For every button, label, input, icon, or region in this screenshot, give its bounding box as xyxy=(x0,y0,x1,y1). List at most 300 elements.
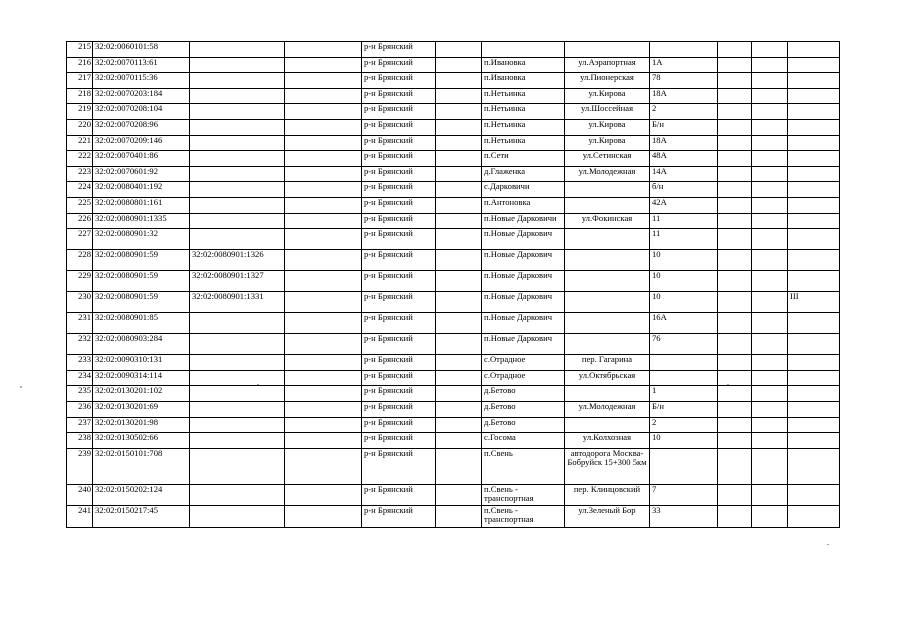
table-cell xyxy=(190,182,285,198)
table-cell: д.Бетово xyxy=(482,401,565,417)
table-cell xyxy=(285,182,362,198)
table-row xyxy=(67,166,840,182)
table-cell: 10 xyxy=(650,250,718,271)
table-cell: 32:02:0080901:85 xyxy=(93,313,190,334)
table-cell: 235 xyxy=(67,386,93,402)
table-cell xyxy=(436,355,482,371)
table-cell: п.Свень - транспортная xyxy=(482,505,565,527)
table-cell: 225 xyxy=(67,197,93,213)
table-cell: п.Свень - транспортная xyxy=(482,484,565,505)
table-cell xyxy=(788,197,840,213)
table-cell: 32:02:0150101:708 xyxy=(93,448,190,484)
table-row xyxy=(67,433,840,449)
table-cell xyxy=(285,448,362,484)
table-cell: 32:02:0080901:59 xyxy=(93,250,190,271)
table-cell xyxy=(190,197,285,213)
table-cell xyxy=(190,313,285,334)
table-cell: ул.Сетинская xyxy=(565,151,650,167)
table-cell xyxy=(565,386,650,402)
table-cell xyxy=(436,119,482,135)
table-cell xyxy=(788,355,840,371)
table-cell: 219 xyxy=(67,104,93,120)
table-cell: 32:02:0150202:124 xyxy=(93,484,190,505)
table-cell: р-н Брянский xyxy=(362,433,436,449)
table-cell xyxy=(788,386,840,402)
table-cell: 221 xyxy=(67,135,93,151)
table-cell xyxy=(190,448,285,484)
table-cell: р-н Брянский xyxy=(362,334,436,355)
stray-mark: , xyxy=(257,378,259,387)
table-cell xyxy=(718,119,752,135)
table-cell xyxy=(436,250,482,271)
table-row xyxy=(67,197,840,213)
table-cell xyxy=(285,355,362,371)
table-cell xyxy=(718,42,752,58)
table-cell: р-н Брянский xyxy=(362,73,436,89)
table-cell: р-н Брянский xyxy=(362,166,436,182)
table-cell: р-н Брянский xyxy=(362,386,436,402)
table-cell xyxy=(436,433,482,449)
table-cell: п.Новые Даркович xyxy=(482,271,565,292)
table-cell xyxy=(752,166,788,182)
table-cell xyxy=(752,334,788,355)
table-cell xyxy=(190,334,285,355)
table-cell xyxy=(718,166,752,182)
table-cell xyxy=(788,182,840,198)
table-cell xyxy=(788,250,840,271)
table-cell: 32:02:0080901:32 xyxy=(93,229,190,250)
table-cell: 32:02:0080903:284 xyxy=(93,334,190,355)
table-cell: 32:02:0090310:131 xyxy=(93,355,190,371)
table-cell xyxy=(718,417,752,433)
table-cell xyxy=(190,73,285,89)
table-cell xyxy=(718,433,752,449)
table-cell: 11 xyxy=(650,229,718,250)
table-row xyxy=(67,182,840,198)
table-cell xyxy=(190,433,285,449)
table-cell xyxy=(285,401,362,417)
table-cell xyxy=(565,271,650,292)
table-cell: 32:02:0090314:114 xyxy=(93,370,190,386)
table-cell xyxy=(436,151,482,167)
table-cell xyxy=(436,484,482,505)
table-cell: 32:02:0070203:184 xyxy=(93,88,190,104)
table-cell: 228 xyxy=(67,250,93,271)
table-cell: ул.Аэрапортная xyxy=(565,57,650,73)
table-cell: п.Новые Дарковичи xyxy=(482,213,565,229)
table-cell: ул.Колхозная xyxy=(565,433,650,449)
table-cell: 32:02:0080901:59 xyxy=(93,292,190,313)
table-cell: 240 xyxy=(67,484,93,505)
table-cell xyxy=(650,355,718,371)
table-cell: п.Свень xyxy=(482,448,565,484)
table-cell: 14А xyxy=(650,166,718,182)
table-cell xyxy=(285,417,362,433)
table-cell: 32:02:0070208:96 xyxy=(93,119,190,135)
table-cell xyxy=(436,401,482,417)
table-cell: 42А xyxy=(650,197,718,213)
table-cell: р-н Брянский xyxy=(362,151,436,167)
table-cell xyxy=(752,250,788,271)
table-cell xyxy=(190,417,285,433)
table-cell: р-н Брянский xyxy=(362,355,436,371)
table-cell xyxy=(718,73,752,89)
table-cell xyxy=(752,104,788,120)
table-cell: 2 xyxy=(650,104,718,120)
table-cell: 233 xyxy=(67,355,93,371)
table-cell: ул.Кирова xyxy=(565,88,650,104)
table-cell: 226 xyxy=(67,213,93,229)
table-cell xyxy=(565,182,650,198)
table-cell xyxy=(718,104,752,120)
table-cell: 10 xyxy=(650,292,718,313)
table-cell xyxy=(752,119,788,135)
table-row xyxy=(67,271,840,292)
table-cell xyxy=(436,229,482,250)
table-cell: 234 xyxy=(67,370,93,386)
table-cell: 10 xyxy=(650,271,718,292)
table-cell: 222 xyxy=(67,151,93,167)
table-cell: р-н Брянский xyxy=(362,271,436,292)
table-cell xyxy=(190,135,285,151)
table-cell: 239 xyxy=(67,448,93,484)
table-cell: 33 xyxy=(650,505,718,527)
table-cell xyxy=(788,271,840,292)
table-row xyxy=(67,505,840,527)
table-cell xyxy=(436,166,482,182)
table-cell: 231 xyxy=(67,313,93,334)
table-cell xyxy=(436,292,482,313)
table-cell: р-н Брянский xyxy=(362,484,436,505)
table-cell: 10 xyxy=(650,433,718,449)
table-row xyxy=(67,213,840,229)
table-row xyxy=(67,313,840,334)
table-cell: р-н Брянский xyxy=(362,104,436,120)
table-cell xyxy=(788,42,840,58)
table-cell xyxy=(436,213,482,229)
table-cell xyxy=(436,386,482,402)
table-cell: пер. Гагарина xyxy=(565,355,650,371)
table-cell: п.Нетьинка xyxy=(482,88,565,104)
table-cell: 216 xyxy=(67,57,93,73)
table-cell xyxy=(565,313,650,334)
table-cell: с.Дарковичи xyxy=(482,182,565,198)
table-cell xyxy=(752,213,788,229)
table-cell xyxy=(436,448,482,484)
table-cell xyxy=(718,213,752,229)
table-cell xyxy=(285,386,362,402)
table-cell xyxy=(565,42,650,58)
table-cell: 78 xyxy=(650,73,718,89)
table-cell: 223 xyxy=(67,166,93,182)
table-cell xyxy=(285,433,362,449)
table-cell xyxy=(436,182,482,198)
table-cell: 32:02:0070115:36 xyxy=(93,73,190,89)
table-cell: п.Ивановка xyxy=(482,73,565,89)
table-cell xyxy=(788,334,840,355)
table-cell xyxy=(752,417,788,433)
table-cell xyxy=(752,88,788,104)
table-cell xyxy=(752,57,788,73)
table-cell: 76 xyxy=(650,334,718,355)
table-cell: р-н Брянский xyxy=(362,505,436,527)
table-cell xyxy=(718,313,752,334)
table-cell xyxy=(436,370,482,386)
table-cell: 229 xyxy=(67,271,93,292)
table-cell: 2 xyxy=(650,417,718,433)
table-cell xyxy=(788,505,840,527)
table-cell: автодорога Москва-Бобруйск 15+300 5км xyxy=(565,448,650,484)
table-row xyxy=(67,417,840,433)
table-cell: ул.Пионерская xyxy=(565,73,650,89)
table-cell: 218 xyxy=(67,88,93,104)
stray-mark: , xyxy=(20,380,22,389)
table-cell: 18А xyxy=(650,88,718,104)
table-cell: Б/н xyxy=(650,401,718,417)
table-cell xyxy=(752,42,788,58)
table-cell xyxy=(788,166,840,182)
table-cell xyxy=(788,88,840,104)
table-cell xyxy=(190,119,285,135)
table-cell xyxy=(718,57,752,73)
table-cell xyxy=(436,271,482,292)
table-cell: р-н Брянский xyxy=(362,229,436,250)
table-cell: п.Сети xyxy=(482,151,565,167)
table-cell xyxy=(718,386,752,402)
table-row xyxy=(67,135,840,151)
table-cell xyxy=(285,250,362,271)
table-row xyxy=(67,370,840,386)
table-cell: р-н Брянский xyxy=(362,213,436,229)
table-cell xyxy=(285,42,362,58)
table-cell: п.Новые Даркович xyxy=(482,292,565,313)
table-cell: 224 xyxy=(67,182,93,198)
table-cell: 32:02:0130201:69 xyxy=(93,401,190,417)
table-cell xyxy=(190,166,285,182)
table-cell: 215 xyxy=(67,42,93,58)
table-cell: 241 xyxy=(67,505,93,527)
table-cell: р-н Брянский xyxy=(362,448,436,484)
table-cell xyxy=(285,213,362,229)
table-cell: 32:02:0130502:66 xyxy=(93,433,190,449)
table-cell xyxy=(565,229,650,250)
table-cell xyxy=(788,135,840,151)
table-cell xyxy=(436,197,482,213)
table-cell: 7 xyxy=(650,484,718,505)
table-cell xyxy=(752,370,788,386)
table-cell xyxy=(285,73,362,89)
table-cell xyxy=(788,57,840,73)
table-cell: р-н Брянский xyxy=(362,135,436,151)
table-cell: пер. Клинцовский xyxy=(565,484,650,505)
table-cell xyxy=(285,484,362,505)
table-cell xyxy=(285,151,362,167)
table-cell: 220 xyxy=(67,119,93,135)
table-cell xyxy=(752,505,788,527)
table-cell: п.Новые Даркович xyxy=(482,229,565,250)
table-cell xyxy=(285,370,362,386)
table-cell: п.Ивановка xyxy=(482,57,565,73)
table-cell: 32:02:0080901:1335 xyxy=(93,213,190,229)
table-cell xyxy=(190,505,285,527)
table-cell: д.Глаженка xyxy=(482,166,565,182)
table-cell: 227 xyxy=(67,229,93,250)
table-cell: 32:02:0070601:92 xyxy=(93,166,190,182)
table-cell: ул.Шоссейная xyxy=(565,104,650,120)
table-cell: р-н Брянский xyxy=(362,57,436,73)
table-cell: 32:02:0080401:192 xyxy=(93,182,190,198)
table-cell xyxy=(788,229,840,250)
table-cell: 238 xyxy=(67,433,93,449)
table-cell: 32:02:0080801:161 xyxy=(93,197,190,213)
table-cell xyxy=(788,401,840,417)
table-cell xyxy=(752,484,788,505)
table-cell xyxy=(718,197,752,213)
table-cell xyxy=(650,370,718,386)
stray-mark: , xyxy=(727,378,729,387)
table-cell xyxy=(436,73,482,89)
table-cell: ул.Кирова xyxy=(565,135,650,151)
table-cell: ул.Фокинская xyxy=(565,213,650,229)
table-cell xyxy=(718,334,752,355)
table-row xyxy=(67,104,840,120)
table-cell xyxy=(752,292,788,313)
table-cell xyxy=(285,334,362,355)
table-cell xyxy=(436,417,482,433)
table-row xyxy=(67,57,840,73)
table-cell: 32:02:0070208:104 xyxy=(93,104,190,120)
table-cell xyxy=(190,57,285,73)
table-cell xyxy=(718,135,752,151)
table-cell xyxy=(285,313,362,334)
table-cell xyxy=(718,355,752,371)
table-cell: 32:02:0080901:1331 xyxy=(190,292,285,313)
table-row xyxy=(67,401,840,417)
table-cell xyxy=(285,104,362,120)
table-cell xyxy=(718,229,752,250)
table-cell: р-н Брянский xyxy=(362,417,436,433)
table-cell: с.Отрадное xyxy=(482,355,565,371)
table-cell xyxy=(752,229,788,250)
table-body xyxy=(67,42,840,528)
table-cell xyxy=(788,213,840,229)
table-cell xyxy=(752,197,788,213)
table-cell xyxy=(436,88,482,104)
table-cell xyxy=(718,505,752,527)
table-cell xyxy=(788,151,840,167)
table-cell: ул.Зеленый Бор xyxy=(565,505,650,527)
table-cell: р-н Брянский xyxy=(362,292,436,313)
table-cell: д.Бетово xyxy=(482,386,565,402)
table-cell: р-н Брянский xyxy=(362,88,436,104)
table-cell xyxy=(788,484,840,505)
registry-table xyxy=(66,41,840,528)
table-cell xyxy=(718,292,752,313)
table-cell xyxy=(650,42,718,58)
table-cell xyxy=(285,229,362,250)
table-row xyxy=(67,229,840,250)
table-cell: III xyxy=(788,292,840,313)
table-cell: 32:02:0080901:59 xyxy=(93,271,190,292)
table-cell xyxy=(718,448,752,484)
table-cell: р-н Брянский xyxy=(362,197,436,213)
table-cell: п.Антоновка xyxy=(482,197,565,213)
table-cell xyxy=(285,57,362,73)
table-cell: 232 xyxy=(67,334,93,355)
table-cell: п.Новые Даркович xyxy=(482,334,565,355)
table-cell xyxy=(752,135,788,151)
table-cell xyxy=(752,271,788,292)
table-cell xyxy=(190,370,285,386)
table-cell xyxy=(436,505,482,527)
table-cell: с.Госома xyxy=(482,433,565,449)
table-cell xyxy=(788,104,840,120)
table-cell xyxy=(190,151,285,167)
table-cell: р-н Брянский xyxy=(362,313,436,334)
table-cell xyxy=(190,104,285,120)
table-cell: 230 xyxy=(67,292,93,313)
table-cell: 32:02:0130201:98 xyxy=(93,417,190,433)
table-cell xyxy=(190,386,285,402)
table-cell xyxy=(752,151,788,167)
table-cell: 32:02:0080901:1326 xyxy=(190,250,285,271)
table-cell: 18А xyxy=(650,135,718,151)
table-cell xyxy=(482,42,565,58)
table-cell: с.Отрадное xyxy=(482,370,565,386)
table-cell: 32:02:0080901:1327 xyxy=(190,271,285,292)
table-cell xyxy=(718,182,752,198)
table-cell: 237 xyxy=(67,417,93,433)
table-cell: р-н Брянский xyxy=(362,370,436,386)
table-cell: 236 xyxy=(67,401,93,417)
table-row xyxy=(67,73,840,89)
table-row xyxy=(67,355,840,371)
table-cell xyxy=(190,229,285,250)
table-cell: п.Нетьинка xyxy=(482,104,565,120)
table-cell: 11 xyxy=(650,213,718,229)
table-cell xyxy=(752,386,788,402)
table-cell: п.Нетьинка xyxy=(482,119,565,135)
table-row xyxy=(67,250,840,271)
table-cell xyxy=(285,271,362,292)
table-row xyxy=(67,88,840,104)
table-cell xyxy=(718,271,752,292)
table-cell: 32:02:0130201:102 xyxy=(93,386,190,402)
table-cell: 32:02:0070209:146 xyxy=(93,135,190,151)
table-cell xyxy=(565,292,650,313)
table-cell: 16А xyxy=(650,313,718,334)
table-cell: п.Новые Даркович xyxy=(482,313,565,334)
table-cell xyxy=(190,213,285,229)
table-cell xyxy=(436,313,482,334)
table-cell xyxy=(752,401,788,417)
table-cell: п.Нетьинка xyxy=(482,135,565,151)
table-cell xyxy=(788,370,840,386)
table-cell: ул.Молодежная xyxy=(565,166,650,182)
table-cell xyxy=(718,151,752,167)
table-cell: 32:02:0060101:58 xyxy=(93,42,190,58)
table-cell xyxy=(752,448,788,484)
stray-mark: . xyxy=(827,538,829,547)
table-row xyxy=(67,151,840,167)
table-cell xyxy=(650,448,718,484)
table-cell: 32:02:0070401:86 xyxy=(93,151,190,167)
table-cell xyxy=(190,42,285,58)
table-cell xyxy=(565,334,650,355)
table-cell xyxy=(285,119,362,135)
table-cell: 1 xyxy=(650,386,718,402)
table-cell xyxy=(436,104,482,120)
